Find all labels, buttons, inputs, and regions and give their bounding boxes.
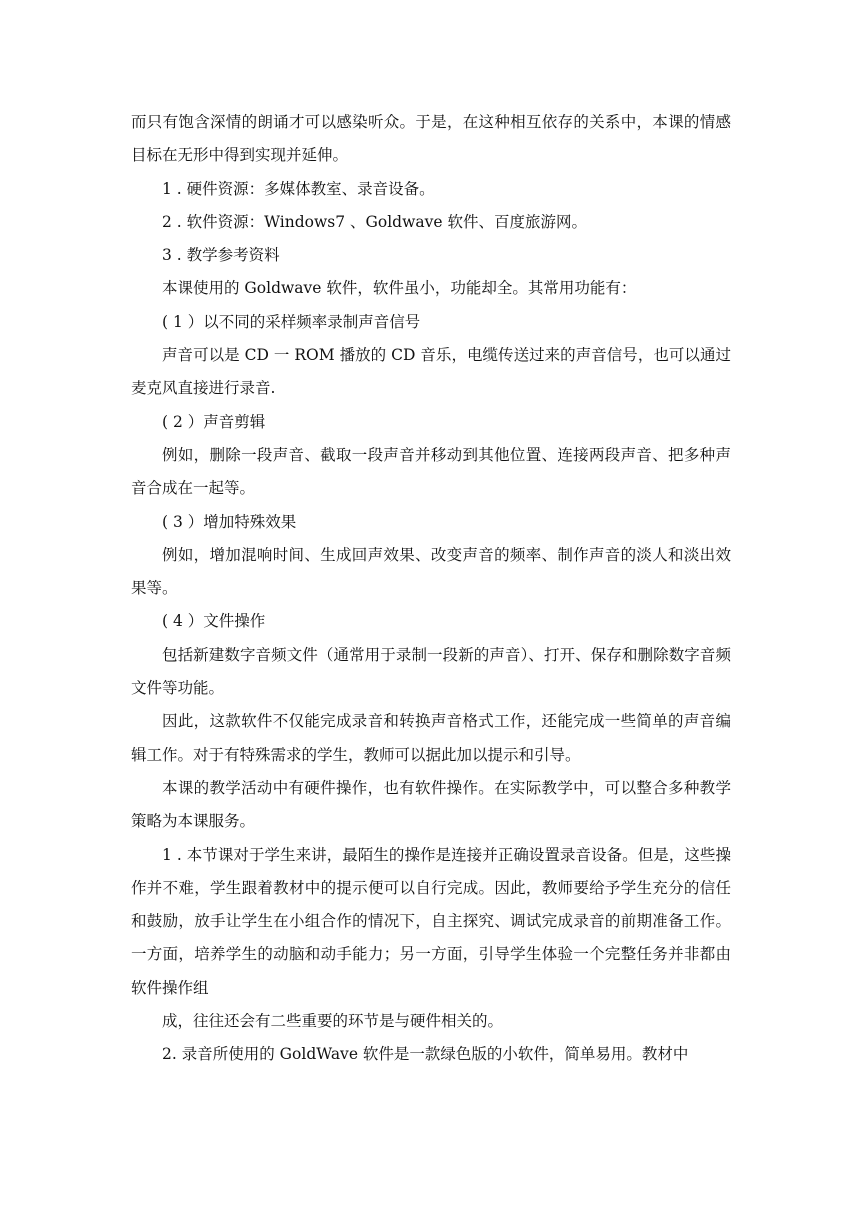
paragraph: 1 . 本节课对于学生来讲，最陌生的操作是连接并正确设置录音设备。但是，这些操作并不难，学生跟着教材中的提示便可以自行完成。因此，教师要给予学生充分的信任和鼓励，放手让学生在小组合作的情况下，自主探究、调试完成录音的前期准备工作。一方面，培养学生的动脑和动手能力；另一方面，引导学生体验一个完整任务并非都由软件操作组	[131, 845, 731, 997]
paragraph: 例如，删除一段声音、截取一段声音并移动到其他位置、连接两段声音、把多种声音合成在一起等。	[131, 445, 731, 498]
paragraph: 声音可以是 CD 一 ROM 播放的 CD 音乐，电缆传送过来的声音信号，也可以通过麦克风直接进行录音.	[131, 346, 731, 398]
section-heading: ( 2 ）声音剪辑	[162, 412, 266, 431]
section-heading: ( 1 ）以不同的采样频率录制声音信号	[162, 312, 421, 331]
paragraph: 本课的教学活动中有硬件操作，也有软件操作。在实际教学中，可以整合多种教学策略为本课服务。	[131, 778, 731, 831]
paragraph: 1 . 硬件资源：多媒体教室、录音设备。	[162, 179, 435, 198]
paragraph: 而只有饱含深情的朗诵才可以感染听众。于是，在这种相互依存的关系中，本课的情感目标在无形中得到实现并延伸。	[131, 113, 731, 165]
paragraph: 3 . 教学参考资料	[162, 246, 280, 265]
paragraph: 包括新建数字音频文件（通常用于录制一段新的声音）、打开、保存和删除数字音频文件等功能。	[131, 645, 731, 698]
paragraph: 2. 录音所使用的 GoldWave 软件是一款绿色版的小软件，简单易用。教材中	[162, 1045, 689, 1064]
section-heading: ( 3 ）增加特殊效果	[162, 512, 297, 531]
paragraph: 例如，增加混响时间、生成回声效果、改变声音的频率、制作声音的淡人和淡出效果等。	[131, 545, 731, 598]
paragraph: 2 . 软件资源：Windows7 、Goldwave 软件、百度旅游网。	[162, 212, 587, 231]
document-body	[131, 106, 731, 1072]
paragraph: 因此，这款软件不仅能完成录音和转换声音格式工作，还能完成一些简单的声音编辑工作。对于有特殊需求的学生，教师可以据此加以提示和引导。	[131, 712, 731, 764]
paragraph: 成，往往还会有二些重要的环节是与硬件相关的。	[162, 1012, 504, 1031]
section-heading: ( 4 ）文件操作	[162, 612, 266, 631]
paragraph: 本课使用的 Goldwave 软件，软件虽小，功能却全。其常用功能有：	[162, 279, 637, 298]
